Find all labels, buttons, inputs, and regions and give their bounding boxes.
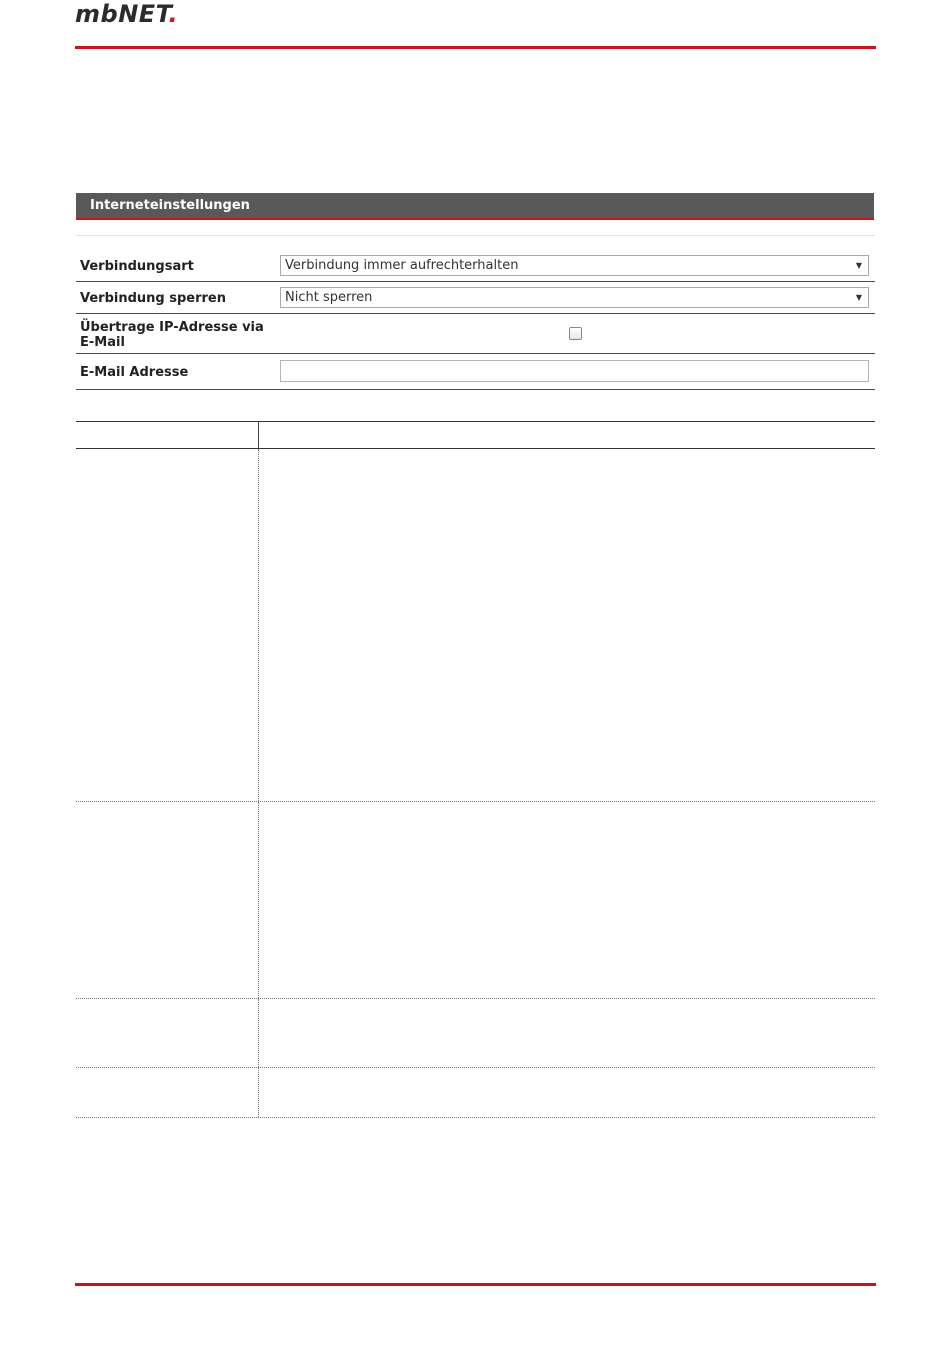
mbnet-logo <box>75 0 178 30</box>
panel-separator <box>76 235 875 236</box>
brand-dot: . <box>168 0 179 28</box>
block-connection-select[interactable] <box>280 287 869 308</box>
column-divider <box>258 1068 259 1117</box>
column-divider <box>258 449 259 801</box>
description-table <box>76 421 875 1118</box>
row-email <box>76 354 875 390</box>
table-row <box>76 802 875 999</box>
column-divider <box>258 802 259 998</box>
block-connection-label: Verbindung sperren <box>80 291 226 306</box>
connection-type-select[interactable] <box>280 255 869 276</box>
send-ip-label: Übertrage IP-Adresse via E-Mail <box>80 320 264 350</box>
dropdown-arrow-icon: ▼ <box>855 293 862 302</box>
table-header <box>76 421 875 449</box>
brand-name: mbNET <box>75 0 169 28</box>
email-label: E-Mail Adresse <box>80 365 189 380</box>
column-divider <box>258 422 259 448</box>
panel-header <box>76 193 874 220</box>
connection-type-value: Verbindung immer aufrechterhalten <box>285 258 519 273</box>
row-connection-type <box>76 250 875 282</box>
row-block-connection <box>76 282 875 314</box>
footer-rule <box>75 1283 876 1286</box>
block-connection-value: Nicht sperren <box>285 290 373 305</box>
connection-type-label: Verbindungsart <box>80 259 194 274</box>
dropdown-arrow-icon: ▼ <box>855 261 862 270</box>
table-row <box>76 449 875 802</box>
header-rule <box>75 46 876 49</box>
panel-title: Interneteinstellungen <box>90 198 250 213</box>
send-ip-checkbox[interactable] <box>569 327 582 340</box>
table-row <box>76 999 875 1068</box>
column-divider <box>258 999 259 1067</box>
table-row <box>76 1068 875 1118</box>
row-send-ip <box>76 314 875 354</box>
settings-form <box>76 250 875 390</box>
email-input[interactable] <box>280 360 869 382</box>
